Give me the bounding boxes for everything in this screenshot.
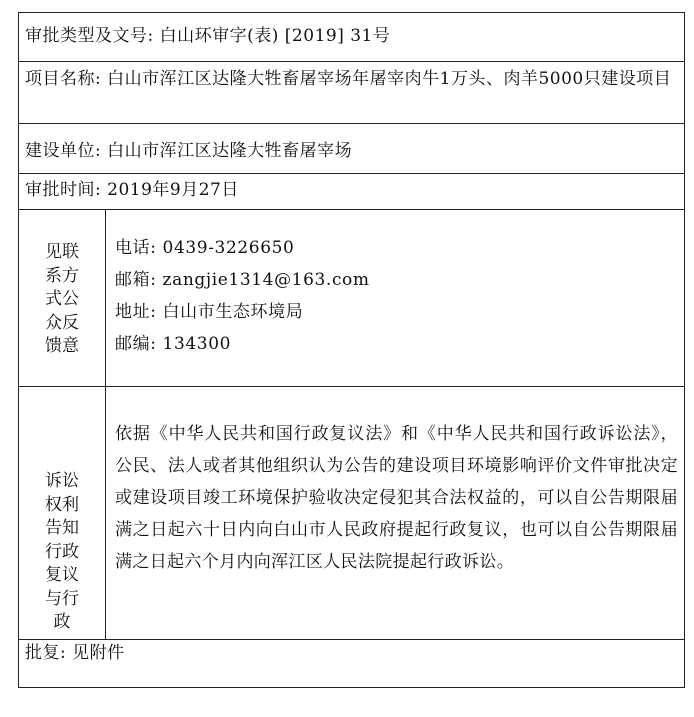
litigation-text: 依据《中华人民共和国行政复议法》和《中华人民共和国行政诉讼法》，公民、法人或者其他组织认为公告的建设项目环境影响评价文件审批决定或建设项目竣工环境保护验收决定侵犯其合法权益的，可以自公告期限届满之日起六十日内向白山市人民政府提起行政复议，也可以自公告期限届满之日起六个月内向浑江区人民法院提起行政诉讼。 <box>115 424 678 572</box>
approval-type-row <box>19 13 684 62</box>
builder-text: 建设单位: 白山市浑江区达隆大牲畜屠宰场 <box>25 141 353 161</box>
feedback-label-cell <box>19 210 106 386</box>
contact-postcode: 邮编: 134300 <box>115 334 232 354</box>
litigation-row <box>19 387 684 640</box>
contact-address: 地址: 白山市生态环境局 <box>115 302 304 322</box>
reply-row <box>19 640 684 687</box>
feedback-label: 见联系方式公众反馈意 <box>45 242 79 356</box>
contact-email: 邮箱: zangjie1314@163.com <box>115 270 370 290</box>
reply-text: 批复: 见附件 <box>25 643 125 663</box>
approval-type-text: 审批类型及文号: 白山环审字(表) [2019] 31号 <box>25 26 391 46</box>
approval-notice-table <box>18 12 685 688</box>
feedback-row <box>19 210 684 387</box>
approval-time-text: 审批时间: 2019年9月27日 <box>25 180 239 200</box>
approval-time-row <box>19 174 684 210</box>
litigation-label: 诉讼权利告知行政复议与行政 <box>45 471 79 632</box>
contact-phone: 电话: 0439-3226650 <box>115 238 295 258</box>
litigation-label-cell <box>19 387 106 639</box>
project-name-row <box>19 62 684 124</box>
project-name-text: 项目名称: 白山市浑江区达隆大牲畜屠宰场年屠宰肉牛1万头、肉羊5000只建设项目 <box>25 69 672 89</box>
builder-row <box>19 124 684 174</box>
